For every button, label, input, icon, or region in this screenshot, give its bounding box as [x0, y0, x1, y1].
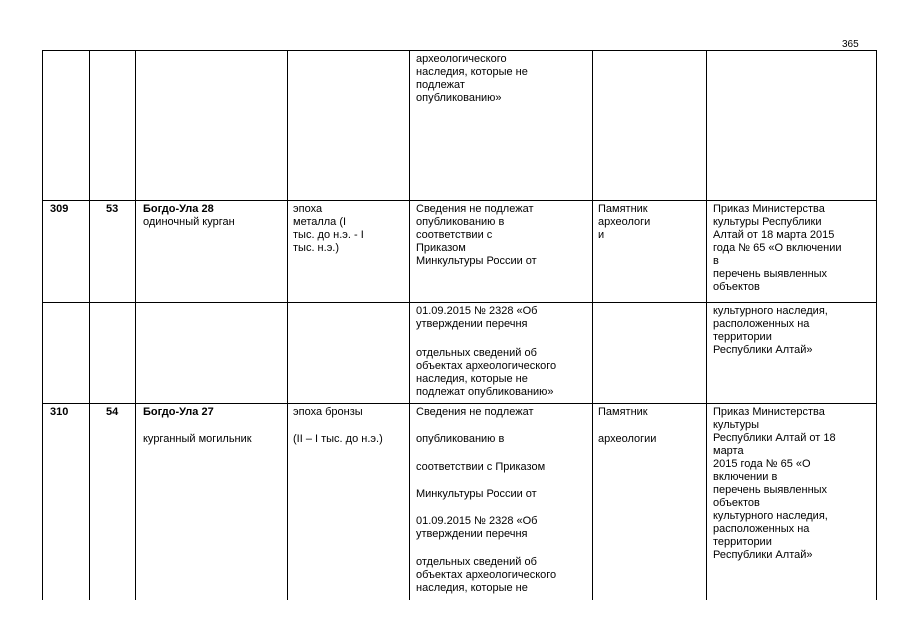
row-separator [42, 200, 877, 201]
table-border-left [42, 50, 43, 600]
column-divider [409, 50, 410, 600]
object-category: археологии [598, 433, 657, 445]
page-number: 365 [842, 39, 859, 50]
sub-number: 53 [106, 203, 119, 215]
object-name: Богдо-Ула 27 [143, 406, 214, 418]
legal-basis: отдельных сведений об объектах археологического наследия, которые не подлежат опубликованию» [416, 347, 557, 398]
row-separator [42, 302, 877, 303]
object-type: курганный могильник [143, 433, 252, 445]
legal-basis: опубликованию в [416, 433, 505, 445]
row-number: 309 [50, 203, 69, 215]
object-dating: эпоха металла (I тыс. до н.э. - I тыс. н.э.) [293, 203, 364, 254]
object-type: одиночный курган [143, 216, 235, 228]
column-divider [135, 50, 136, 600]
object-name: Богдо-Ула 28 [143, 203, 214, 215]
legal-basis: 01.09.2015 № 2328 «Об утверждении перечня [416, 305, 538, 330]
inclusion-order: Приказ Министерства культуры Республики Алтай от 18 марта 2015 года № 65 «О включении в перечень выявленных объектов культурного наследия, расположенных на территории Республики Алтай» [713, 406, 836, 561]
legal-basis: соответствии с Приказом [416, 461, 546, 473]
legal-basis: Сведения не подлежат опубликованию в соответствии с Приказом Минкультуры России от [416, 203, 537, 267]
row-separator [42, 403, 877, 404]
legal-basis: 01.09.2015 № 2328 «Об утверждении перечня [416, 515, 538, 540]
legal-basis: Минкультуры России от [416, 488, 537, 500]
sub-number: 54 [106, 406, 119, 418]
object-dating: (II – I тыс. до н.э.) [293, 433, 383, 445]
table-border-right [876, 50, 877, 600]
table-border-top [42, 50, 877, 51]
object-dating: эпоха бронзы [293, 406, 363, 418]
inclusion-order: Приказ Министерства культуры Республики Алтай от 18 марта 2015 года № 65 «О включении в перечень выявленных объектов [713, 203, 842, 293]
object-category: Памятник [598, 406, 648, 418]
column-divider [89, 50, 90, 600]
column-divider [287, 50, 288, 600]
column-divider [706, 50, 707, 600]
inclusion-order: культурного наследия, расположенных на территории Республики Алтай» [713, 305, 828, 356]
legal-basis: отдельных сведений об объектах археологического наследия, которые не [416, 556, 557, 594]
row-number: 310 [50, 406, 69, 418]
object-category: Памятник археологи и [598, 203, 651, 241]
legal-basis: Сведения не подлежат [416, 406, 534, 418]
column-divider [592, 50, 593, 600]
fragment-legal-basis: археологического наследия, которые не подлежат опубликованию» [416, 53, 528, 104]
